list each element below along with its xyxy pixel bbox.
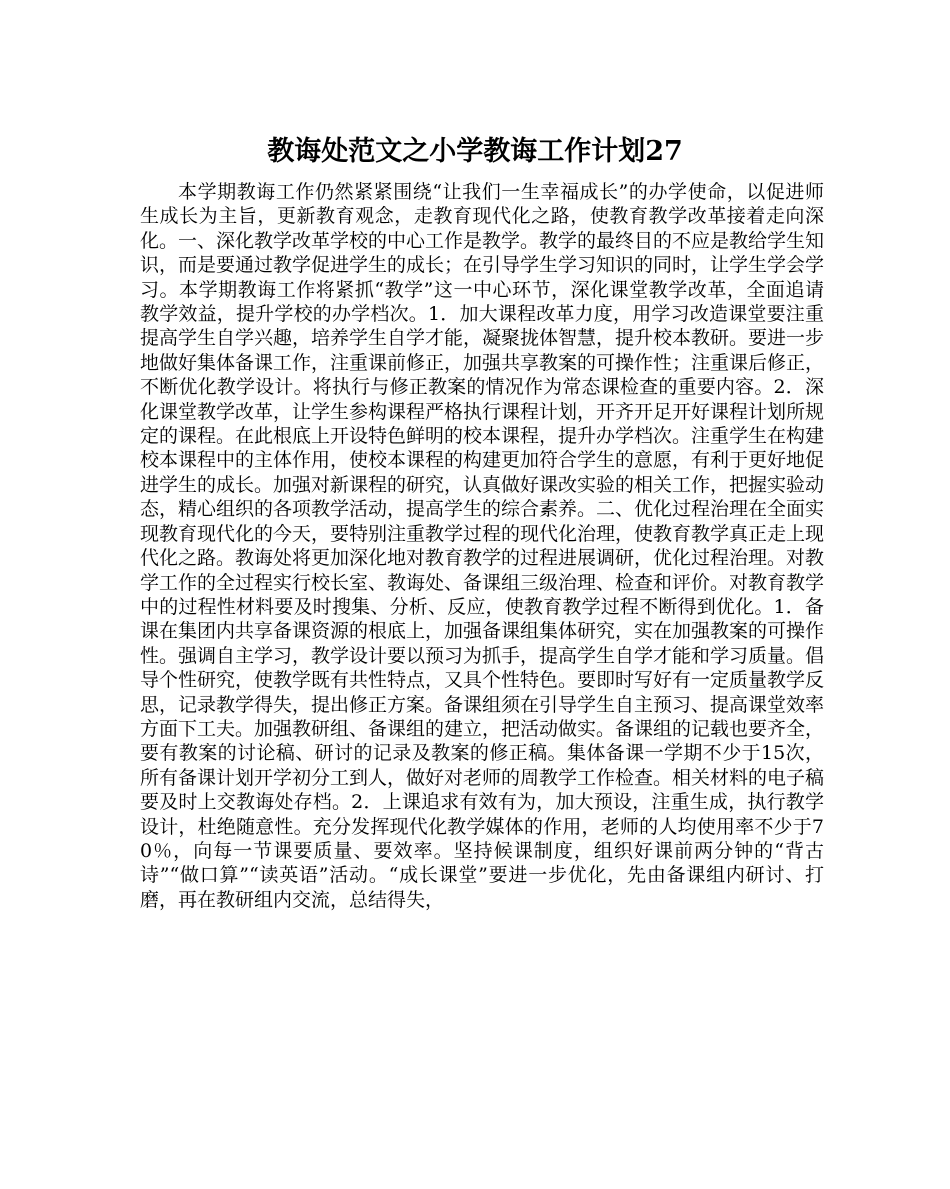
document-body-paragraph: 本学期教诲工作仍然紧紧围绕“让我们一生幸福成长”的办学使命，以促进师生成长为主旨，更新教育观念，走教育现代化之路，使教育教学改革接着走向深化。一、深化教学改革学校的中心工作是教学。教学的最终目的不应是教给学生知识，而是要通过教学促进学生的成长；在引导学生学习知识的同时，让学生学会学习。本学期教诲工作将紧抓“教学”这一中心环节，深化课堂教学改革，全面追请教学效益，提升学校的办学档次。1．加大课程改革力度，用学习改造课堂要注重提高学生自学兴趣，培养学生自学才能，凝聚拢体智慧，提升校本教研。要进一步地做好集体备课工作，注重课前修正，加强共享教案的可操作性；注重课后修正，不断优化教学设计。将执行与修正教案的情况作为常态课检查的重要内容。2．深化课堂教学改革，让学生参构课程严格执行课程计划，开齐开足开好课程计划所规定的课程。在此根底上开设特色鲜明的校本课程，提升办学档次。注重学生在构建校本课程中的主体作用，使校本课程的构建更加符合学生的意愿，有利于更好地促进学生的成长。加强对新课程的研究，认真做好课改实验的相关工作，把握实验动态，精心组织的各项教学活动，提高学生的综合素养。二、优化过程治理在全面实现教育现代化的今天，要特别注重教学过程的现代化治理，使教育教学真正走上现代化之路。教诲处将更加深化地对教育教学的过程进展调研，优化过程治理。对教学工作的全过程实行校长室、教诲处、备课组三级治理、检查和评价。对教育教学中的过程性材料要及时搜集、分析、反应，使教育教学过程不断得到优化。1．备课在集团内共享备课资源的根底上，加强备课组集体研究，实在加强教案的可操作性。强调自主学习，教学设计要以预习为抓手，提高学生自学才能和学习质量。倡导个性研究，使教学既有共性特点，又具个性特色。要即时写好有一定质量教学反思，记录教学得失，提出修正方案。备课组须在引导学生自主预习、提高课堂效率方面下工夫。加强教研组、备课组的建立，把活动做实。备课组的记载也要齐全，要有教案的讨论稿、研讨的记录及教案的修正稿。集体备课一学期不少于15次，所有备课计划开学初分工到人，做好对老师的周教学工作检查。相关材料的电子稿要及时上交教诲处存档。2．上课追求有效有为，加大预设，注重生成，执行教学设计，杜绝随意性。充分发挥现代化教学媒体的作用，老师的人均使用率不少于70％，向每一节课要质量、要效率。坚持候课制度，组织好课前两分钟的“背古诗”“做口算”“读英语”活动。“成长课堂”要进一步优化，先由备课组内研讨、打磨，再在教研组内交流，总结得失， — [140, 181, 825, 911]
document-title: 教诲处范文之小学教诲工作计划27 — [267, 136, 683, 167]
